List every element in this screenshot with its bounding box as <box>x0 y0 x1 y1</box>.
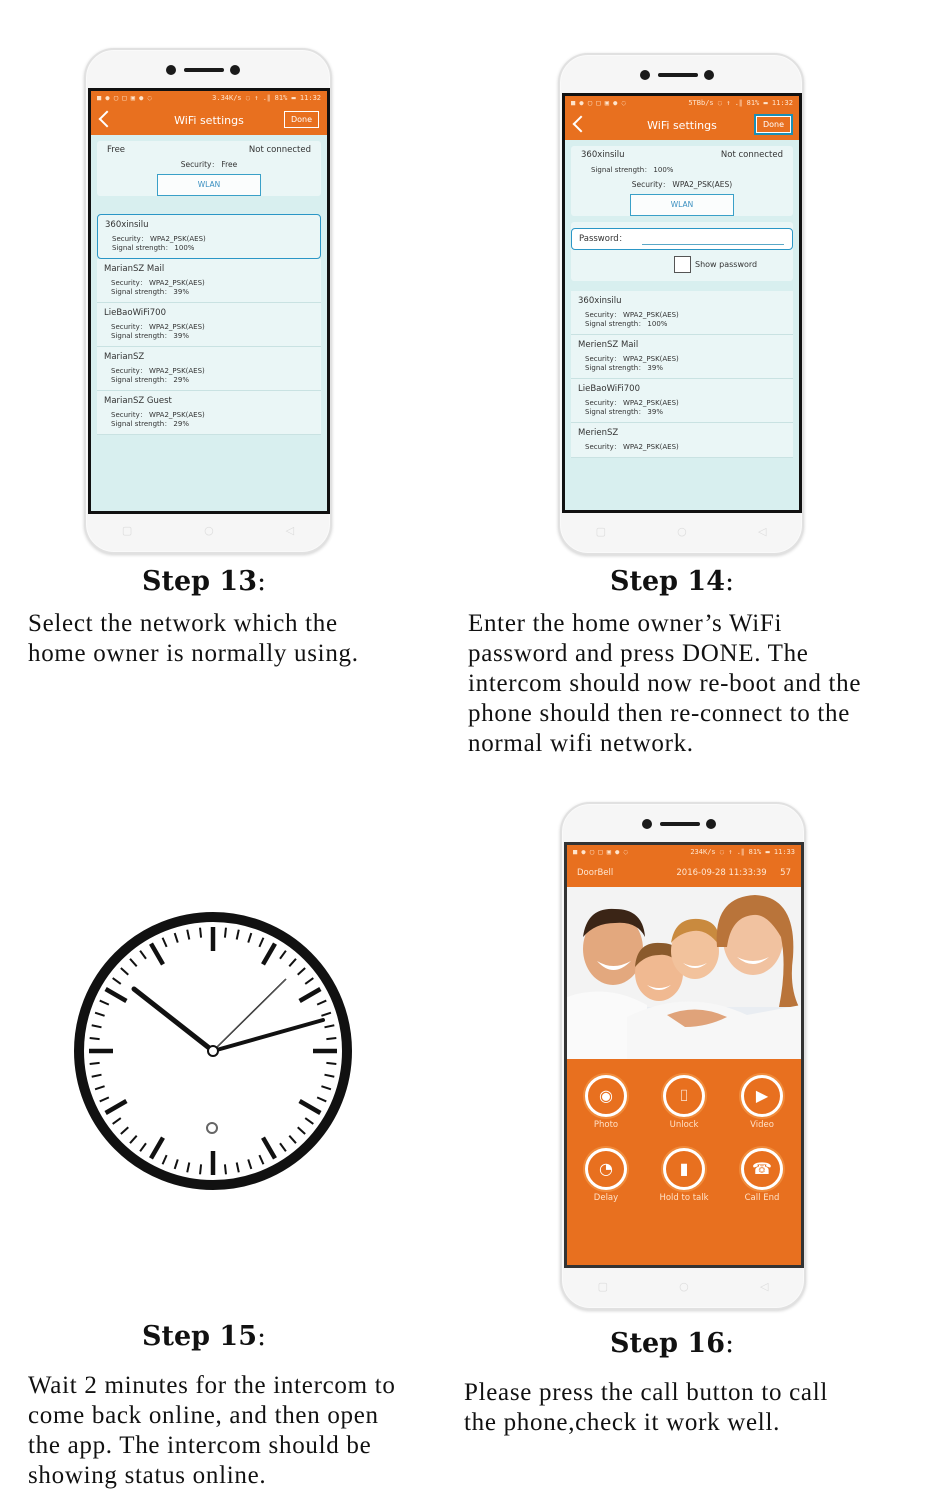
clock-icon: ◔ <box>585 1148 627 1190</box>
square-icon[interactable]: ▢ <box>595 524 606 538</box>
square-icon[interactable]: ▢ <box>121 523 133 537</box>
minute-tick <box>326 1038 336 1039</box>
show-password-label: Show password <box>695 260 758 269</box>
password-field[interactable] <box>571 228 793 250</box>
description-line: come back online, and then open <box>28 1402 379 1429</box>
network-list-item[interactable] <box>97 214 321 259</box>
step15-description <box>28 1371 396 1491</box>
password-card <box>571 222 793 281</box>
signal-counter: 57 <box>780 868 791 878</box>
lock-icon: ⌷ <box>663 1075 705 1117</box>
circle-icon[interactable]: ○ <box>677 524 687 538</box>
triangle-back-icon[interactable]: ◁ <box>285 523 295 537</box>
description-line: the app. The intercom should be <box>28 1432 372 1459</box>
step15-title: Step 15: <box>142 1321 267 1352</box>
back-arrow-icon[interactable] <box>573 116 590 133</box>
wlan-button[interactable]: WLAN <box>630 194 734 216</box>
clock-logo <box>207 1123 217 1133</box>
current-security: Security： WPA2_PSK(AES) <box>631 180 733 189</box>
page-title: WiFi settings <box>647 118 717 132</box>
network-signal: Signal strength： 39% <box>585 364 663 372</box>
current-network-card <box>97 141 321 196</box>
unlock-button[interactable] <box>645 1075 723 1130</box>
step16-description <box>464 1378 828 1438</box>
phone-speaker <box>166 63 246 77</box>
date-time: 2016-09-28 11:33:39 <box>676 868 767 878</box>
show-password-checkbox[interactable] <box>674 256 691 273</box>
video-camera-icon: ▶ <box>741 1075 783 1117</box>
network-list-item[interactable] <box>571 423 793 458</box>
minute-tick <box>225 1164 226 1174</box>
wlan-button[interactable]: WLAN <box>157 174 261 196</box>
status-info: 3.34K/s ◌ ↑ .∥ 81% ▬ 11:32 <box>212 94 321 102</box>
network-signal: Signal strength： 39% <box>111 288 189 296</box>
button-label: Photo <box>593 1120 619 1130</box>
doorbell-header <box>567 859 801 887</box>
status-info: 5TBb/s ◌ ↑ .∥ 81% ▬ 11:32 <box>688 99 793 107</box>
network-details <box>104 367 314 385</box>
phone-speaker <box>640 68 720 82</box>
network-signal: Signal strength： 39% <box>585 408 663 416</box>
app-bar <box>91 105 327 135</box>
network-signal: Signal strength： 100% <box>585 320 668 328</box>
step14-description <box>468 609 861 759</box>
minute-tick <box>90 1038 100 1039</box>
network-list-item[interactable] <box>97 391 321 435</box>
step13-description <box>28 609 359 669</box>
connection-state: Not connected <box>248 145 311 155</box>
wifi-list-area <box>565 140 799 510</box>
done-button[interactable]: Done <box>756 116 791 133</box>
wifi-list-area <box>91 135 327 511</box>
current-network-name: 360xinsilu <box>581 150 625 160</box>
minute-tick <box>225 928 226 938</box>
minute-tick <box>200 1164 201 1174</box>
network-signal: Signal strength： 39% <box>111 332 189 340</box>
button-label: Video <box>750 1120 774 1130</box>
app-bar <box>565 110 799 140</box>
done-button[interactable]: Done <box>284 111 319 128</box>
network-security: Security： WPA2_PSK(AES) <box>111 279 205 287</box>
network-details <box>105 235 313 253</box>
network-name: LieBaoWiFi700 <box>578 384 641 394</box>
network-name: MarianSZ Mail <box>104 264 165 274</box>
network-security: Security： WPA2_PSK(AES) <box>112 235 206 243</box>
network-name: MarianSZ <box>104 352 145 362</box>
nav-bar <box>562 1276 804 1296</box>
page-title: WiFi settings <box>174 113 244 127</box>
phone-step14 <box>558 53 804 555</box>
minute-tick <box>90 1063 100 1064</box>
network-signal: Signal strength： 29% <box>111 376 189 384</box>
description-line: the phone,check it work well. <box>464 1409 781 1436</box>
network-name: MerienSZ <box>578 428 619 438</box>
network-details <box>578 355 786 373</box>
network-name: 360xinsilu <box>578 296 622 306</box>
network-security: Security： WPA2_PSK(AES) <box>111 323 205 331</box>
step13-title: Step 13: <box>142 566 267 597</box>
network-name: MarianSZ Guest <box>104 396 172 406</box>
status-icons: ■ ● ▢ □ ▣ ● ◌ <box>573 848 628 856</box>
description-line: password and press DONE. The <box>468 640 809 667</box>
network-list-item[interactable] <box>571 291 793 335</box>
network-security: Security： WPA2_PSK(AES) <box>111 367 205 375</box>
network-name: MerienSZ Mail <box>578 340 639 350</box>
nav-bar <box>86 520 330 540</box>
triangle-back-icon[interactable]: ◁ <box>759 1279 769 1293</box>
microphone-icon: ▮ <box>663 1148 705 1190</box>
photo-button[interactable] <box>567 1075 645 1130</box>
minute-tick <box>200 928 201 938</box>
description-line: intercom should now re-boot and the <box>468 670 862 697</box>
description-line: phone should then re-connect to the <box>468 700 851 727</box>
description-line: normal wifi network. <box>468 730 694 757</box>
step16-title: Step 16: <box>610 1328 735 1359</box>
clock-center <box>208 1046 218 1056</box>
show-password-row[interactable] <box>674 256 793 273</box>
network-list-item[interactable] <box>97 259 321 303</box>
nav-bar <box>560 521 802 541</box>
network-security: Security： WPA2_PSK(AES) <box>585 399 679 407</box>
phone-screen <box>88 88 330 514</box>
button-label: Call End <box>744 1193 780 1203</box>
current-signal: Signal strength： 100% <box>591 166 674 174</box>
network-details <box>578 399 786 417</box>
button-label: Unlock <box>669 1120 699 1130</box>
video-button[interactable] <box>723 1075 801 1130</box>
current-security: Security： Free <box>180 160 238 169</box>
current-network-name: Free <box>107 145 126 155</box>
camera-icon: ◉ <box>585 1075 627 1117</box>
password-label: Password： <box>579 234 628 244</box>
status-bar <box>565 96 799 110</box>
button-label: Hold to talk <box>659 1193 709 1203</box>
network-list-item[interactable] <box>571 335 793 379</box>
description-line: Please press the call button to call <box>464 1379 828 1406</box>
step14-title: Step 14: <box>610 566 735 597</box>
network-details <box>104 411 314 429</box>
hang-up-icon: ☎ <box>741 1148 783 1190</box>
phone-step16 <box>560 802 806 1310</box>
phone-speaker <box>642 817 722 831</box>
square-icon[interactable]: ▢ <box>597 1279 608 1293</box>
network-security: Security： WPA2_PSK(AES) <box>585 443 679 451</box>
clock-icon <box>72 910 354 1192</box>
status-icons: ■ ● ▢ □ ▣ ● ◌ <box>571 99 626 107</box>
app-name: DoorBell <box>577 868 614 878</box>
status-bar <box>567 845 801 859</box>
network-security: Security： WPA2_PSK(AES) <box>111 411 205 419</box>
phone-screen <box>562 93 802 513</box>
current-network-card <box>571 146 793 216</box>
circle-icon[interactable]: ○ <box>204 523 214 537</box>
network-name: 360xinsilu <box>105 220 149 230</box>
network-name: LieBaoWiFi700 <box>104 308 167 318</box>
network-details <box>104 323 314 341</box>
network-signal: Signal strength： 29% <box>111 420 189 428</box>
call-end-button[interactable] <box>723 1148 801 1203</box>
circle-icon[interactable]: ○ <box>679 1279 689 1293</box>
network-security: Security： WPA2_PSK(AES) <box>585 311 679 319</box>
network-signal: Signal strength： 100% <box>112 244 195 252</box>
description-line: Enter the home owner’s WiFi <box>468 610 783 637</box>
hold-to-talk-button[interactable] <box>645 1148 723 1203</box>
triangle-back-icon[interactable]: ◁ <box>757 524 767 538</box>
description-line: Select the network which the <box>28 610 338 637</box>
network-security: Security： WPA2_PSK(AES) <box>585 355 679 363</box>
camera-feed-image <box>567 887 801 1059</box>
connection-state: Not connected <box>720 150 783 160</box>
phone-screen <box>564 842 804 1268</box>
network-list-item[interactable] <box>97 347 321 391</box>
description-line: Wait 2 minutes for the intercom to <box>28 1372 396 1399</box>
back-arrow-icon[interactable] <box>99 111 116 128</box>
network-list-item[interactable] <box>97 303 321 347</box>
network-list-item[interactable] <box>571 379 793 423</box>
minute-tick <box>326 1063 336 1064</box>
network-details <box>104 279 314 297</box>
button-label: Delay <box>593 1193 619 1203</box>
status-info: 234K/s ◌ ↑ .∥ 81% ▬ 11:33 <box>690 848 795 856</box>
status-bar <box>91 91 327 105</box>
control-panel <box>567 1059 801 1265</box>
status-icons: ■ ● ▢ □ ▣ ● ◌ <box>97 94 152 102</box>
network-details <box>578 311 786 329</box>
description-line: showing status online. <box>28 1462 267 1489</box>
description-line: home owner is normally using. <box>28 640 359 667</box>
delay-button[interactable] <box>567 1148 645 1203</box>
network-details <box>578 443 786 452</box>
phone-step13 <box>84 48 332 554</box>
